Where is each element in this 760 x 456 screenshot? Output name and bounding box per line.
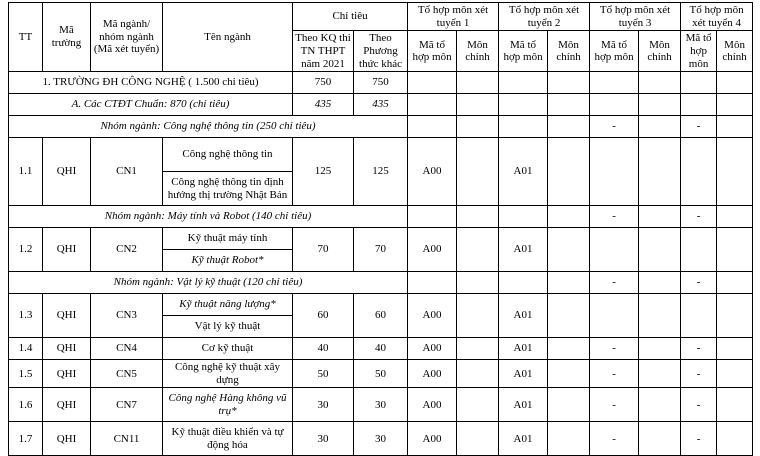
row-11-th4-mon [717,138,753,206]
cell-empty [457,206,499,228]
header-mon-chinh-3: Môn chính [639,31,681,72]
row-16-th1-mon [457,388,499,422]
row-15-ten-nganh: Công nghệ kỹ thuật xây dựng [163,360,293,388]
table-row [9,422,753,456]
cell-empty [548,272,590,294]
cell-empty [717,94,753,116]
header-ten-nganh: Tên ngành [163,3,293,72]
cell-empty [548,116,590,138]
major-group-label-cntt: Nhóm ngành: Công nghệ thông tin (250 chỉ tiêu) [9,116,408,138]
table-row [9,360,753,388]
row-13-th3-mon [639,294,681,338]
row-11-th4-ma [681,138,717,206]
row-12-th2-ma: A01 [499,228,548,272]
row-15-ct1: 50 [293,360,354,388]
row-17-th4-ma: - [681,422,717,456]
major-group-label-robot: Nhóm ngành: Máy tính và Robot (140 chỉ tiêu) [9,206,408,228]
row-15-th1-ma: A00 [408,360,457,388]
row-13-ma-nganh: CN3 [91,294,163,338]
cell-empty [499,72,548,94]
row-12-th1-mon [457,228,499,272]
school-quota-thpt: 750 [293,72,354,94]
row-15-th3-ma: - [590,360,639,388]
program-group-quota-thpt: 435 [293,94,354,116]
row-14-ma-truong: QHI [43,338,91,360]
cell-empty [499,94,548,116]
row-16-tt: 1.6 [9,388,43,422]
row-16-th3-mon [639,388,681,422]
header-to-hop-4: Tổ hợp môn xét tuyển 4 [681,3,753,31]
row-14-th2-mon [548,338,590,360]
row-15-th4-ma: - [681,360,717,388]
row-11-ten-nganh-2: Công nghệ thông tin định hướng thị trường Nhật Bản [163,172,293,206]
row-14-tt: 1.4 [9,338,43,360]
cell-empty [639,116,681,138]
header-row-1 [9,3,753,31]
table-row [9,206,753,228]
row-13-ct2: 60 [354,294,408,338]
table-row [9,272,753,294]
cell-empty [717,272,753,294]
header-to-hop-2: Tổ hợp môn xét tuyển 2 [499,3,590,31]
cell-empty [590,72,639,94]
row-12-ct2: 70 [354,228,408,272]
header-mon-chinh-1: Môn chính [457,31,499,72]
cell-empty [457,72,499,94]
row-14-ten-nganh: Cơ kỹ thuật [163,338,293,360]
cell-empty [681,94,717,116]
header-tt: TT [9,3,43,72]
row-13-th1-mon [457,294,499,338]
row-16-ma-nganh: CN7 [91,388,163,422]
row-14-ct2: 40 [354,338,408,360]
header-mon-chinh-2: Môn chính [548,31,590,72]
header-ma-to-hop-4: Mã tổ hợp môn [681,31,717,72]
row-17-ma-nganh: CN11 [91,422,163,456]
cell-empty [639,72,681,94]
row-12-th3-mon [639,228,681,272]
cell-empty [548,94,590,116]
table-body [9,72,753,456]
row-17-ct1: 30 [293,422,354,456]
group-vatly-th3-ma: - [590,272,639,294]
header-chi-tieu-thpt: Theo KQ thi TN THPT năm 2021 [293,31,354,72]
row-12-tt: 1.2 [9,228,43,272]
cell-empty [548,206,590,228]
row-17-tt: 1.7 [9,422,43,456]
row-15-ct2: 50 [354,360,408,388]
admissions-quota-table [8,2,753,456]
row-12-th3-ma [590,228,639,272]
row-15-tt: 1.5 [9,360,43,388]
row-11-ct1: 125 [293,138,354,206]
row-13-ten-nganh-1: Kỹ thuật năng lượng* [163,294,293,316]
row-15-th3-mon [639,360,681,388]
row-16-ma-truong: QHI [43,388,91,422]
header-ma-to-hop-1: Mã tổ hợp môn [408,31,457,72]
cell-empty [639,206,681,228]
row-11-th2-mon [548,138,590,206]
table-row [9,72,753,94]
header-ma-nganh: Mã ngành/ nhóm ngành (Mã xét tuyển) [91,3,163,72]
program-group-title: A. Các CTĐT Chuẩn: 870 (chỉ tiêu) [9,94,293,116]
row-12-th1-ma: A00 [408,228,457,272]
row-13-tt: 1.3 [9,294,43,338]
cell-empty [639,272,681,294]
row-15-ma-nganh: CN5 [91,360,163,388]
row-17-th2-mon [548,422,590,456]
row-13-th4-mon [717,294,753,338]
row-17-th2-ma: A01 [499,422,548,456]
row-13-th4-ma [681,294,717,338]
row-14-ma-nganh: CN4 [91,338,163,360]
cell-empty [499,272,548,294]
cell-empty [408,206,457,228]
row-17-ma-truong: QHI [43,422,91,456]
cell-empty [681,72,717,94]
header-chi-tieu: Chỉ tiêu [293,3,408,31]
row-15-th4-mon [717,360,753,388]
school-title: 1. TRƯỜNG ĐH CÔNG NGHỆ ( 1.500 chỉ tiêu) [9,72,293,94]
cell-empty [590,94,639,116]
row-12-ct1: 70 [293,228,354,272]
table-row [9,294,753,316]
row-11-th3-mon [639,138,681,206]
table-row [9,138,753,172]
program-group-quota-khac: 435 [354,94,408,116]
row-12-ten-nganh-2: Kỹ thuật Robot* [163,250,293,272]
header-to-hop-1: Tổ hợp môn xét tuyển 1 [408,3,499,31]
cell-empty [457,272,499,294]
row-11-ten-nganh-1: Công nghệ thông tin [163,138,293,172]
row-17-th1-ma: A00 [408,422,457,456]
group-vatly-th4-ma: - [681,272,717,294]
row-15-ma-truong: QHI [43,360,91,388]
row-17-th1-mon [457,422,499,456]
table-header [9,3,753,72]
cell-empty [639,94,681,116]
row-15-th2-mon [548,360,590,388]
cell-empty [408,116,457,138]
row-11-ct2: 125 [354,138,408,206]
group-robot-th3-ma: - [590,206,639,228]
row-12-th2-mon [548,228,590,272]
row-16-th4-mon [717,388,753,422]
header-chi-tieu-khac: Theo Phương thức khác [354,31,408,72]
row-12-ma-nganh: CN2 [91,228,163,272]
school-quota-khac: 750 [354,72,408,94]
row-13-ma-truong: QHI [43,294,91,338]
table-row [9,388,753,422]
row-14-th3-ma: - [590,338,639,360]
cell-empty [408,94,457,116]
row-16-th2-mon [548,388,590,422]
cell-empty [457,94,499,116]
row-14-th4-mon [717,338,753,360]
cell-empty [499,116,548,138]
row-16-ct1: 30 [293,388,354,422]
cell-empty [408,72,457,94]
cell-empty [548,72,590,94]
row-13-th2-ma: A01 [499,294,548,338]
row-13-th3-ma [590,294,639,338]
row-11-th1-mon [457,138,499,206]
row-15-th1-mon [457,360,499,388]
row-11-th1-ma: A00 [408,138,457,206]
table-row [9,94,753,116]
row-12-th4-ma [681,228,717,272]
row-17-th3-ma: - [590,422,639,456]
header-ma-to-hop-3: Mã tổ hợp môn [590,31,639,72]
row-11-th3-ma [590,138,639,206]
row-16-ten-nganh: Công nghệ Hàng không vũ trụ* [163,388,293,422]
group-cntt-th4-ma: - [681,116,717,138]
cell-empty [457,116,499,138]
row-16-ct2: 30 [354,388,408,422]
row-11-ma-nganh: CN1 [91,138,163,206]
cell-empty [717,206,753,228]
row-11-ma-truong: QHI [43,138,91,206]
row-14-th3-mon [639,338,681,360]
cell-empty [408,272,457,294]
row-17-ct2: 30 [354,422,408,456]
row-14-ct1: 40 [293,338,354,360]
row-13-ten-nganh-2: Vật lý kỹ thuật [163,316,293,338]
header-ma-truong: Mã trường [43,3,91,72]
row-12-ten-nganh-1: Kỹ thuật máy tính [163,228,293,250]
cell-empty [717,116,753,138]
group-robot-th4-ma: - [681,206,717,228]
table-row [9,116,753,138]
row-16-th1-ma: A00 [408,388,457,422]
group-cntt-th3-ma: - [590,116,639,138]
row-12-th4-mon [717,228,753,272]
document-page [0,2,760,449]
row-11-th2-ma: A01 [499,138,548,206]
row-15-th2-ma: A01 [499,360,548,388]
cell-empty [717,72,753,94]
row-16-th3-ma: - [590,388,639,422]
table-row [9,228,753,250]
row-17-th3-mon [639,422,681,456]
row-16-th4-ma: - [681,388,717,422]
header-ma-to-hop-2: Mã tổ hợp môn [499,31,548,72]
row-17-th4-mon [717,422,753,456]
table-row [9,338,753,360]
row-13-th1-ma: A00 [408,294,457,338]
cell-empty [499,206,548,228]
row-12-ma-truong: QHI [43,228,91,272]
major-group-label-vatly: Nhóm ngành: Vật lý kỹ thuật (120 chỉ tiêu) [9,272,408,294]
row-14-th2-ma: A01 [499,338,548,360]
row-14-th4-ma: - [681,338,717,360]
header-mon-chinh-4: Môn chính [717,31,753,72]
row-17-ten-nganh: Kỹ thuật điều khiển và tự động hóa [163,422,293,456]
row-14-th1-ma: A00 [408,338,457,360]
row-13-th2-mon [548,294,590,338]
row-13-ct1: 60 [293,294,354,338]
row-11-tt: 1.1 [9,138,43,206]
row-14-th1-mon [457,338,499,360]
row-16-th2-ma: A01 [499,388,548,422]
header-to-hop-3: Tổ hợp môn xét tuyển 3 [590,3,681,31]
